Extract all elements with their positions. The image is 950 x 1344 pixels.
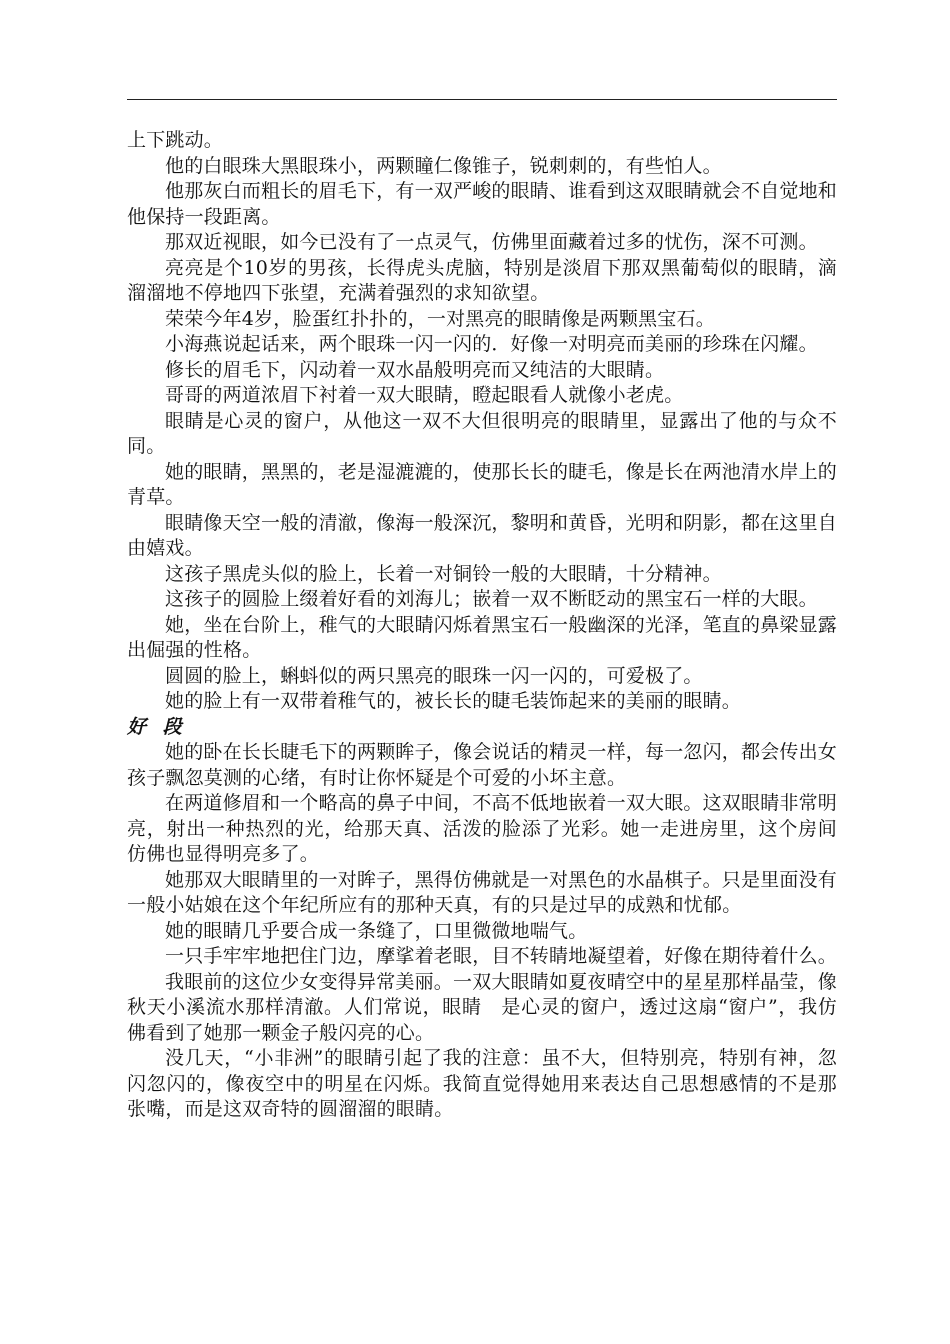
- header-rule: [127, 99, 837, 100]
- sentence-8: 哥哥的两道浓眉下衬着一双大眼睛，瞪起眼看人就像小老虎。: [165, 384, 684, 406]
- sentence-12: 这孩子黑虎头似的脸上，长着一对铜铃一般的大眼睛，十分精神。: [165, 562, 722, 585]
- sentence-9: 眼睛是心灵的窗户，从他这一双不大但很明亮的眼睛里，显露出了他的与众不同。: [127, 409, 837, 457]
- paragraph-1: 她的卧在长长睫毛下的两颗眸子，像会说话的精灵一样，每一忽闪，都会传出女孩子飘忽莫测的心绪，有时让你怀疑是个可爱的小坏主意。: [127, 741, 838, 789]
- sentence-10: 她的眼睛，黑黑的，老是湿漉漉的，使那长长的睫毛，像是长在两池清水岸上的青草。: [127, 460, 838, 508]
- sentence-7: 修长的眉毛下，闪动着一双水晶般明亮而又纯洁的大眼睛。: [165, 358, 665, 381]
- sentence-14: 她，坐在台阶上，稚气的大眼睛闪烁着黑宝石一般幽深的光泽，笔直的鼻梁显露出倔强的性格。: [127, 613, 838, 661]
- sentence-6: 小海燕说起话来，两个眼珠一闪一闪的．好像一对明亮而美丽的珍珠在闪耀。: [165, 333, 818, 355]
- continuation-line: 上下跳动。: [127, 129, 224, 151]
- paragraph-3: 她那双大眼睛里的一对眸子，黑得仿佛就是一对黑色的水晶棋子。只是里面没有一般小姑娘在这个年纪所应有的那种天真，有的只是过早的成熟和忧郁。: [127, 868, 838, 916]
- sentence-5: 荣荣今年4岁，脸蛋红扑扑的，一对黑亮的眼睛像是两颗黑宝石。: [165, 307, 715, 330]
- sentence-3: 那双近视眼，如今已没有了一点灵气，仿佛里面藏着过多的忧伤，深不可测。: [165, 231, 818, 253]
- sentence-4: 亮亮是个10岁的男孩，长得虎头虎脑，特别是淡眉下那双黑葡萄似的眼睛，滴溜溜地不停地四下张望，充满着强烈的求知欲望。: [127, 256, 837, 304]
- sentence-2: 他那灰白而粗长的眉毛下，有一双严峻的眼睛、谁看到这双眼睛就会不自觉地和他保持一段距离。: [127, 180, 838, 228]
- sentence-13: 这孩子的圆脸上缀着好看的刘海儿；嵌着一双不断眨动的黑宝石一样的大眼。: [165, 588, 818, 610]
- paragraph-6: 我眼前的这位少女变得异常美丽。一双大眼睛如夏夜晴空中的星星那样晶莹，像秋天小溪流水那样清澈。人们常说，眼睛 是心灵的窗户，透过这扇“窗户”，我仿佛看到了她那一颗金子般闪亮的心。: [127, 970, 838, 1044]
- paragraph-4: 她的眼睛几乎要合成一条缝了，口里微微地喘气。: [165, 919, 588, 942]
- sentence-11: 眼睛像天空一般的清澈，像海一般深沉，黎明和黄昏，光明和阴影，都在这里自由嬉戏。: [127, 511, 838, 559]
- sentence-1: 他的白眼珠大黑眼珠小，两颗瞳仁像锥子，锐刺刺的，有些怕人。: [165, 154, 722, 177]
- paragraph-5: 一只手牢牢地把住门边，摩挲着老眼，目不转睛地凝望着，好像在期待着什么。: [165, 945, 838, 967]
- paragraph-7: 没几天，“小非洲”的眼睛引起了我的注意：虽不大，但特别亮，特别有神，忽闪忽闪的，像夜空中的明星在闪烁。我简直觉得她用来表达自己思想感情的不是那张嘴，而是这双奇特的圆溜溜的眼睛。: [127, 1047, 837, 1120]
- document-page: [127, 99, 837, 1123]
- sentence-16: 她的脸上有一双带着稚气的，被长长的睫毛装饰起来的美丽的眼睛。: [165, 690, 742, 712]
- paragraph-2: 在两道修眉和一个略高的鼻子中间，不高不低地嵌着一双大眼。这双眼睛非常明亮，射出一种热烈的光，给那天真、活泼的脸添了光彩。她一走进房里，这个房间仿佛也显得明亮多了。: [127, 792, 838, 865]
- sentence-15: 圆圆的脸上，蝌蚪似的两只黑亮的眼珠一闪一闪的，可爱极了。: [165, 664, 703, 687]
- section-heading: 好 段: [127, 715, 187, 738]
